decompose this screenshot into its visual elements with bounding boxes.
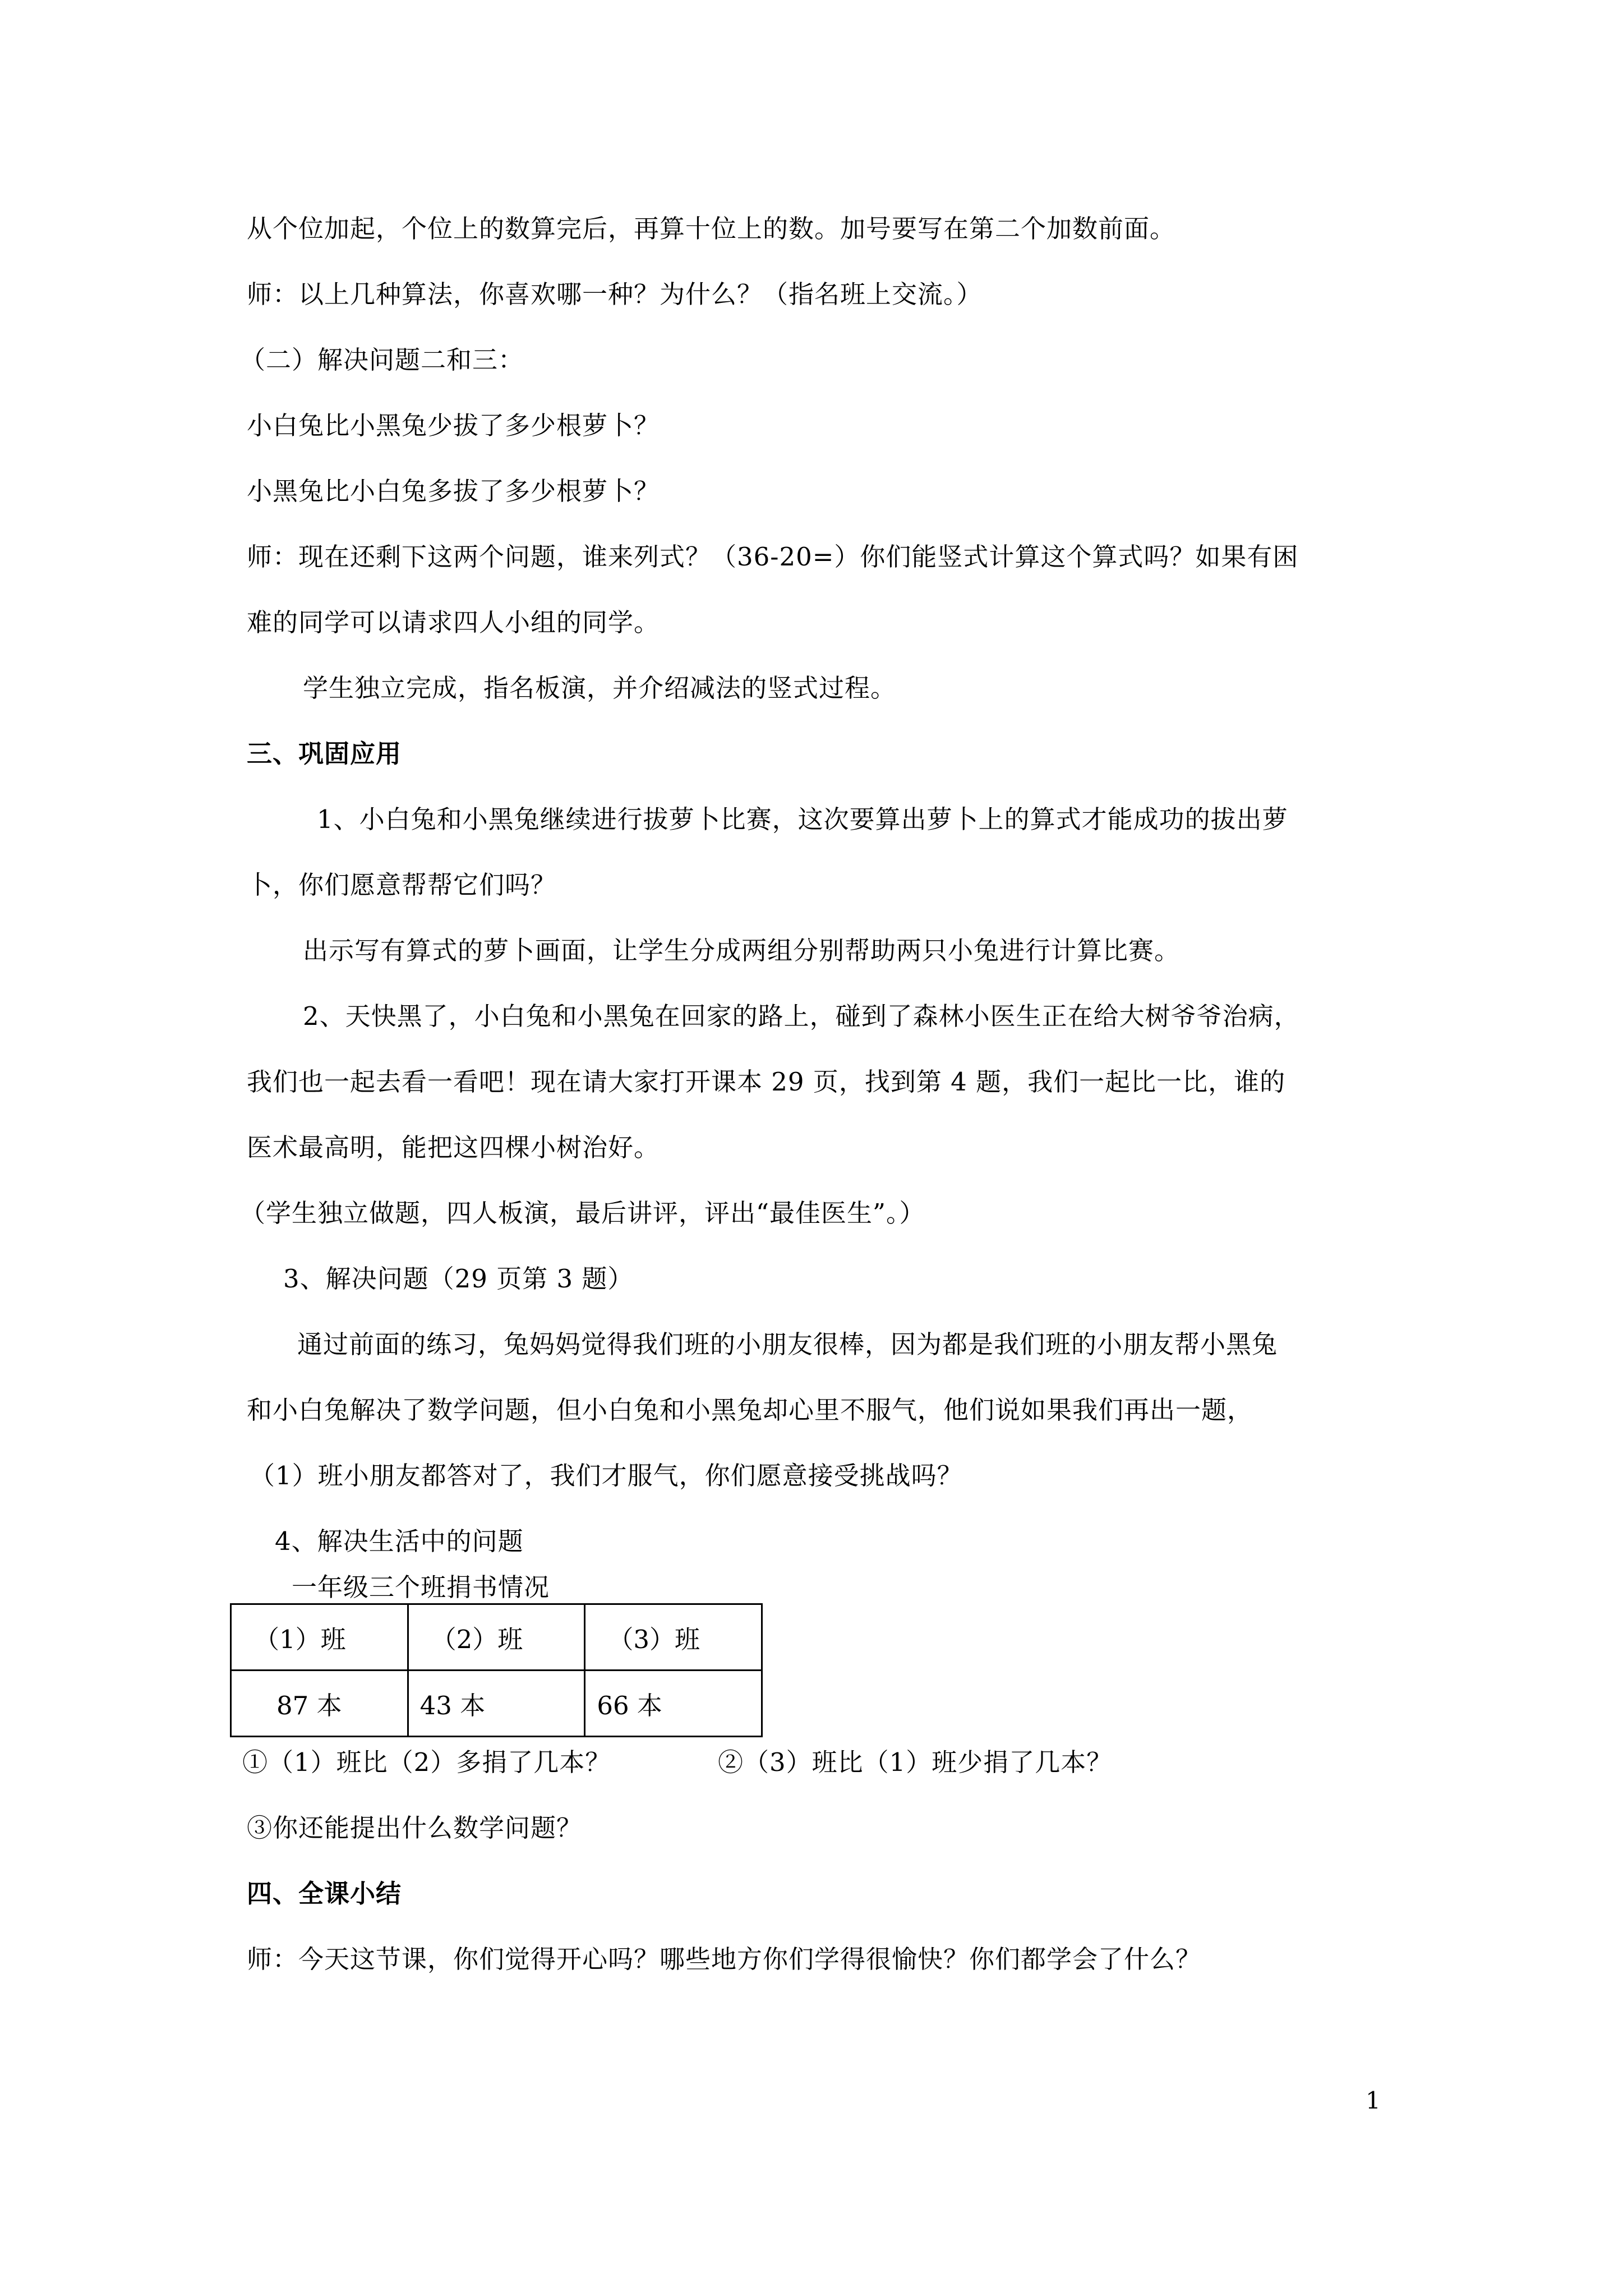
paragraph-line: 3、解决问题（29 页第 3 题）: [283, 1264, 634, 1294]
paragraph-line: 师：以上几种算法，你喜欢哪一种？为什么？（指名班上交流。）: [247, 279, 983, 309]
paragraph-line: 2、天快黑了，小白兔和小黑兔在回家的路上，碰到了森林小医生正在给大树爷爷治病，: [303, 1001, 1300, 1031]
paragraph-line: （1）班小朋友都答对了，我们才服气，你们愿意接受挑战吗？: [250, 1461, 963, 1490]
section-heading-4: 四、全课小结: [247, 1879, 402, 1908]
paragraph-line: 通过前面的练习，兔妈妈觉得我们班的小朋友很棒，因为都是我们班的小朋友帮小黑兔: [297, 1329, 1278, 1359]
paragraph-line: 难的同学可以请求四人小组的同学。: [247, 608, 660, 637]
question-1: ①（1）班比（2）多捐了几本？: [242, 1747, 611, 1777]
paragraph-line: 4、解决生活中的问题: [275, 1526, 524, 1556]
question-3: ③你还能提出什么数学问题？: [247, 1813, 583, 1843]
table-cell: （3）班: [585, 1604, 762, 1671]
table-cell: 43 本: [408, 1671, 585, 1737]
paragraph-line: 医术最高明，能把这四棵小树治好。: [247, 1133, 660, 1162]
table-cell: （1）班: [231, 1604, 408, 1671]
table-cell: （2）班: [408, 1604, 585, 1671]
paragraph-line: 师：今天这节课，你们觉得开心吗？哪些地方你们学得很愉快？你们都学会了什么？: [247, 1944, 1202, 1974]
paragraph-line: 从个位加起，个位上的数算完后，再算十位上的数。加号要写在第二个加数前面。: [247, 214, 1176, 243]
paragraph-line: 学生独立完成，指名板演，并介绍减法的竖式过程。: [303, 673, 897, 703]
table-cell: 87 本: [231, 1671, 408, 1737]
table-caption: 一年级三个班捐书情况: [292, 1572, 550, 1602]
section-heading-3: 三、巩固应用: [247, 739, 402, 769]
paragraph-line: 1、小白兔和小黑兔继续进行拔萝卜比赛，这次要算出萝卜上的算式才能成功的拔出萝: [317, 804, 1288, 834]
paragraph-line: 卜，你们愿意帮帮它们吗？: [247, 870, 557, 900]
table-row: [231, 1671, 762, 1737]
paragraph-line: 出示写有算式的萝卜画面，让学生分成两组分别帮助两只小兔进行计算比赛。: [303, 936, 1181, 965]
paragraph-line: 和小白兔解决了数学问题，但小白兔和小黑兔却心里不服气，他们说如果我们再出一题，: [247, 1395, 1253, 1425]
paragraph-line: 我们也一起去看一看吧！现在请大家打开课本 29 页，找到第 4 题，我们一起比一比，谁的: [247, 1067, 1286, 1097]
paragraph-line: 小白兔比小黑兔少拔了多少根萝卜？: [247, 411, 660, 440]
paragraph-line: 师：现在还剩下这两个问题，谁来列式？（36-20=）你们能竖式计算这个算式吗？如果有困: [247, 542, 1299, 572]
subsection-heading: （二）解决问题二和三：: [240, 345, 524, 375]
paragraph-line: 小黑兔比小白兔多拔了多少根萝卜？: [247, 476, 660, 506]
question-2: ②（3）班比（1）班少捐了几本？: [718, 1747, 1113, 1777]
donation-table: [230, 1603, 763, 1737]
page-number: 1: [1366, 2087, 1381, 2114]
table-header-row: [231, 1604, 762, 1671]
table-cell: 66 本: [585, 1671, 762, 1737]
paragraph-line: （学生独立做题，四人板演，最后讲评，评出“最佳医生”。）: [240, 1198, 925, 1228]
